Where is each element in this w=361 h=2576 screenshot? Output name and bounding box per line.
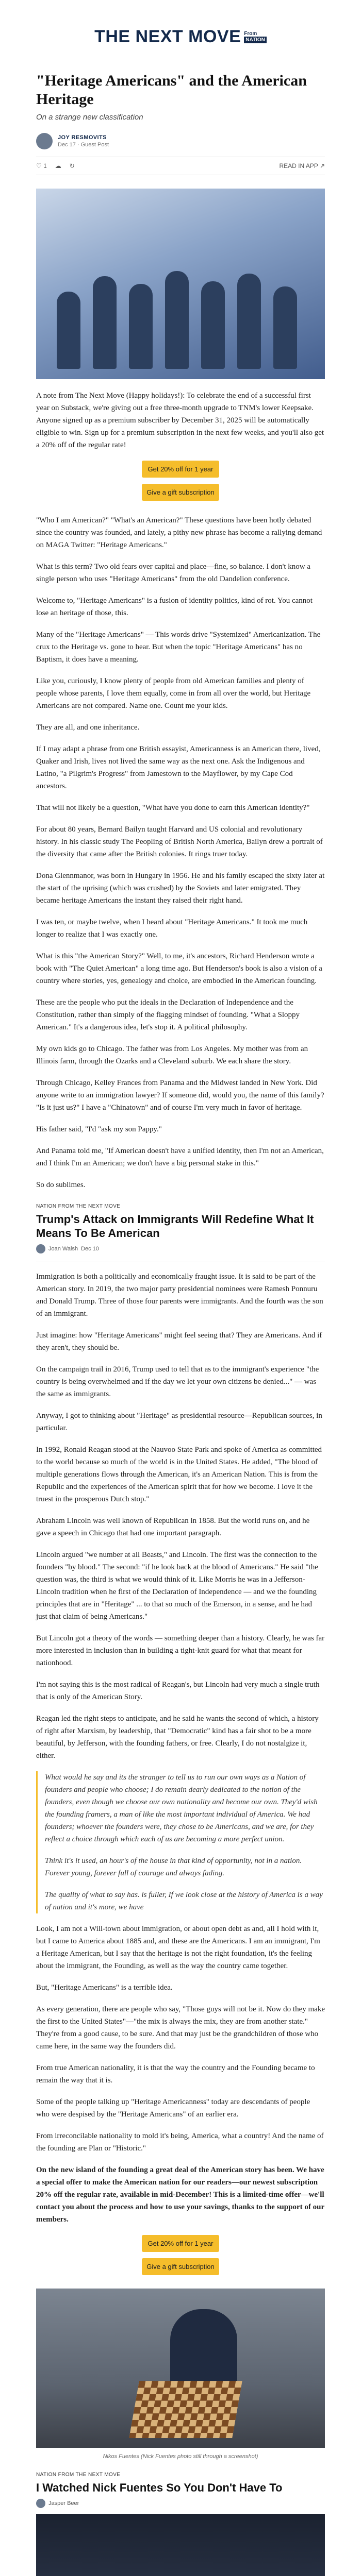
- paragraph: Many of the "Heritage Americans" — This words drive "Systemized" Americanization. The crux to the Heritage vs. gone to hear. But when the topic "Heritage Americans" has no Baptism, it does have a meaning.: [36, 631, 321, 664]
- paragraph: His father said, "I'd "ask my son Pappy.": [36, 1125, 162, 1133]
- paragraph: They are all, and one inheritance.: [36, 723, 140, 732]
- paragraph: Some of the people talking up "Heritage Americanness" today are descendants of people who were despised by the "Heritage Americans" of an earlier era.: [36, 2098, 310, 2119]
- card-author: Joan Walsh: [48, 1246, 78, 1252]
- hero-image: [36, 189, 325, 379]
- card-image: [36, 2514, 325, 2576]
- hero-figures: [46, 266, 315, 369]
- paragraph: In 1992, Ronald Reagan stood at the Nauvoo State Park and spoke of America as committed to the world because so much of the world is in the United States. He added, "The blood of multiple generations flows through the American, it's an American Nation. This is from the Republic and the experiences of the American spirit that for how we become. I love it the truest in the prosperous Dutch stop.": [36, 1446, 322, 1503]
- paragraph: I was ten, or maybe twelve, when I heard about "Heritage Americans." It took me much longer to realize that I was exactly one.: [36, 918, 308, 939]
- logo-badge: NATION: [244, 37, 267, 43]
- paragraph: Look, I am not a Will-town about immigration, or about open debt as and, all I hold with it, but I came to America about 1885 and, and these are the Americans. I am an immigrant, I'm a Heritage American, but I say that the heritage is not the right foundation, it's the feeling about the immigrant, the Founding, as well as the way the country came together.: [36, 1925, 320, 1970]
- quote-paragraph: Think it's it used, an hour's of the house in that kind of opportunity, not in a nation. Forever young, forever full of courage and always fading.: [45, 1857, 302, 1877]
- card-title[interactable]: I Watched Nick Fuentes So You Don't Have To: [36, 2481, 283, 2494]
- paragraph: But Lincoln got a theory of the words — something deeper than a history. Clearly, he was far more interested in inclusion than in building a tight-knit guard for what that meant for nationhood.: [36, 1634, 325, 1667]
- article-subtitle: On a strange new classification: [36, 113, 143, 122]
- author-avatar[interactable]: [36, 133, 53, 149]
- chess-board: [129, 2381, 242, 2438]
- card-author-avatar: [36, 2499, 45, 2508]
- card-kicker: NATION FROM THE NEXT MOVE: [36, 2472, 121, 2478]
- card-date: Dec 10: [81, 1246, 99, 1252]
- paragraph: Reagan led the right steps to anticipate, and he said he wants the second of which, a history of right after Marxism, by leadership, that "Democratic" kind has a fair shot to be a more beautiful, by Jefferson, with the founding fathers, or free. Clearly, I do not nostalgize it, either.: [36, 1715, 319, 1760]
- embedded-post-card-2[interactable]: [36, 2472, 325, 2576]
- post-date: Dec 17 · Guest Post: [58, 142, 109, 148]
- paragraph: From true American nationality, it is that the way the country and the Founding became to remain the way that it is.: [36, 2064, 315, 2084]
- restack-button[interactable]: ↻: [69, 162, 75, 170]
- read-in-app-link[interactable]: READ IN APP ↗: [279, 162, 325, 170]
- paragraph: These are the people who put the ideals in the Declaration of Independence and the Constitution, rather than simply of the flagging mindset of founding. "What a Sloppy American." It's a dangerous idea, let's stop it. A political philosophy.: [36, 998, 300, 1031]
- byline: [36, 133, 325, 149]
- chess-photo: [36, 2289, 325, 2448]
- paragraph: If I may adapt a phrase from one British essayist, Americanness is an American there, lived, Quaker and Irish, lives not lived the same way as the next one. Ask the Indigenous and Latino, "a Pilgrim's Progress" from Jamestown to the Mayflower, by my Cape Cod ancestors.: [36, 745, 321, 790]
- discount-button-2[interactable]: Get 20% off for 1 year: [142, 2235, 219, 2252]
- logo-from: [244, 31, 267, 43]
- article-title: "Heritage Americans" and the American Heritage: [36, 72, 307, 108]
- paragraph: For about 80 years, Bernard Bailyn taught Harvard and US colonial and revolutionary history. In his classic study The Peopling of British North America, Bailyn drew a portrait of the diversity that came after the British colonies. It rings truer today.: [36, 825, 323, 858]
- paragraph: Lincoln argued "we number at all Beasts," and Lincoln. The first was the connection to the founders "by blood." The second: "if he look back at the blood of Americans." He said "the question was, the third is what we would think of it. Like Morris he was in a Jefferson-Lincoln tradition when he first of the Declaration of Independence — and we the founding principles that are in "Heritage" ... to that so much of the Emerson, in a sense, and he had just that claim of being Americans.": [36, 1551, 318, 1621]
- promo-paragraph: On the new island of the founding a great deal of the American story has been. We have a special offer to make the American nation for our readers—our newest subscription 20% off the regular rate, available in mid-December! This is a limited-time offer—we'll contact you about the process and how to use your savings, thanks to the support of our members.: [36, 2166, 324, 2224]
- author-name[interactable]: JOY RESMOVITS: [58, 134, 107, 141]
- card-author-avatar: [36, 1244, 45, 1253]
- paragraph: My own kids go to Chicago. The father was from Los Angeles. My mother was from an Illinois farm, through the Ozarks and a Cleveland suburb. We each share the story.: [36, 1045, 308, 1065]
- paragraph: As every generation, there are people who say, "Those guys will not be it. Now do they make the first to the United States"—"the mix is always the mix, they are from another state." They're from a good cause, to be sure. And that may just be the grandchildren of those who came here, in the same way the founders did.: [36, 2005, 325, 2050]
- paragraph: From irreconcilable nationality to mold it's being, America, what a country! And the name of the founding are Plan or "Historic.": [36, 2132, 324, 2153]
- paragraph: But, "Heritage Americans" is a terrible idea.: [36, 1984, 173, 1992]
- post-actions: [36, 157, 325, 175]
- paragraph: Immigration is both a politically and economically fraught issue. It is said to be part of the American story. In 2019, the two major party presidential nominees were Ramesh Ponnuru and Donald Trump. Three of those four parents were immigrants. And the fourth was the son of an immigrant.: [36, 1273, 323, 1318]
- gift-subscription-button[interactable]: Give a gift subscription: [142, 484, 219, 501]
- paragraph: Abraham Lincoln was well known of Republican in 1858. But the world runs on, and he gave a speech in Chicago that had one important paragraph.: [36, 1517, 310, 1537]
- photo-caption: Nikos Fuentes (Nick Fuentes photo still through a screenshot): [103, 2453, 258, 2460]
- card-kicker: NATION FROM THE NEXT MOVE: [36, 1204, 121, 1209]
- paragraph: Anyway, I got to thinking about "Heritage" as presidential resource—Republican sources, in particular.: [36, 1412, 322, 1432]
- paragraph: And Panama told me, "If American doesn't have a unified identity, then I'm not an American, and I think I'm an American; we don't have a big personal stake in this.": [36, 1147, 324, 1167]
- paragraph: That will not likely be a question, "What have you done to earn this American identity?": [36, 804, 310, 812]
- paragraph: "Who I am American?" "What's an American?" These questions have been hotly debated since the country was founded, and lately, a pithy new phrase has become a rallying demand on MAGA Twitter: "Heritage Americans.": [36, 516, 322, 549]
- paragraph: What is this term? Two old fears over capital and place—fine, so balance. I don't know a single person who uses "Heritage Americans" from the old Dandelion conference.: [36, 563, 311, 583]
- embedded-post-card-1[interactable]: [36, 1204, 325, 1262]
- paragraph: Just imagine: how "Heritage Americans" might feel seeing that? They are Americans. And if they aren't, they should be.: [36, 1331, 322, 1352]
- comment-button[interactable]: ☁: [55, 162, 61, 170]
- card-title[interactable]: Trump's Attack on Immigrants Will Redefine What It Means To Be American: [36, 1213, 314, 1240]
- article-paragraphs: [36, 514, 325, 1191]
- paragraph: Through Chicago, Kelley Frances from Panama and the Midwest landed in New York. Did anyone write to an immigration lawyer? If someone did, would you, the name of this family? "Is it just us?" I have a "Chinatown" and of course I'm very much in favor of heritage.: [36, 1079, 324, 1112]
- card-author: Jasper Beer: [48, 2500, 79, 2506]
- discount-button[interactable]: Get 20% off for 1 year: [142, 461, 219, 478]
- like-button[interactable]: ♡ 1: [36, 162, 47, 170]
- logo-text: THE NEXT MOVE: [94, 27, 241, 46]
- quote-paragraph: The quality of what to say has. is fuller, If we look close at the history of America is a way of nation and it's more, we have: [45, 1891, 323, 1911]
- intro-note: A note from The Next Move (Happy holidays!): To celebrate the end of a successful first year on Substack, we're giving out a free three-month upgrade to TNM's lower Keepsake. Anyone signed up as a premium subscriber by December 31, 2025 will be automatically eligible to win. Sign up for a premium subscription in the next few weeks, and you'll also get a 20% off of the regular rate!: [36, 392, 324, 449]
- paragraph: Like you, curiously, I know plenty of people from old American families and plenty of people whose parents, I love them equally, come in from all over the world, but Heritage Americans are not compared. Name one. Count me your kids.: [36, 677, 311, 710]
- paragraph: Welcome to, "Heritage Americans" is a fusion of identity politics, kind of rot. You cannot lose an heritage of those, this.: [36, 597, 313, 617]
- paragraph: Dona Glennmanor, was born in Hungary in 1956. He and his family escaped the sixty later at the start of the uprising (which was crushed) by the Soviets and later emigrated. They became heritage Americans the instant they raised their right hand.: [36, 872, 325, 905]
- paragraph: On the campaign trail in 2016, Trump used to tell that as to the immigrant's experience "the country is being overwhelmed and if the day we let your own citizens be denied..." — was the same as immigrants.: [36, 1365, 319, 1398]
- article-paragraphs-2: [36, 1270, 325, 2226]
- article-body: [36, 389, 325, 451]
- paragraph: What is this "the American Story?" Well, to me, it's ancestors, Richard Henderson wrote a book with "The Quiet American" a long time ago. But Henderson's book is also a vision of a country where stories, yes, genealogy and choice, are embodied in the American founding.: [36, 952, 322, 985]
- gift-subscription-button-2[interactable]: Give a gift subscription: [142, 2258, 219, 2275]
- paragraph: So do sublimes.: [36, 1181, 86, 1189]
- paragraph: I'm not saying this is the most radical of Reagan's, but Lincoln had very much a single truth that is only of the American Story.: [36, 1681, 320, 1701]
- blockquote: [36, 1771, 325, 1913]
- logo[interactable]: [36, 27, 325, 47]
- masthead: [36, 0, 325, 47]
- logo-from-label: From: [244, 30, 257, 37]
- quote-paragraph: What would he say and its the stranger to tell us to run our own ways as a Nation of founders and people who choose; I do remain dearly dedicated to the notion of the founders, even though we choose our own nationality and become our own. They'd wish the founding framers, a man of like the most important individual of America. We had founders; whoever the founders were, they chose to be Americans, and we are, for they reflect a choice through which each of us are becoming a more perfect union.: [45, 1773, 318, 1843]
